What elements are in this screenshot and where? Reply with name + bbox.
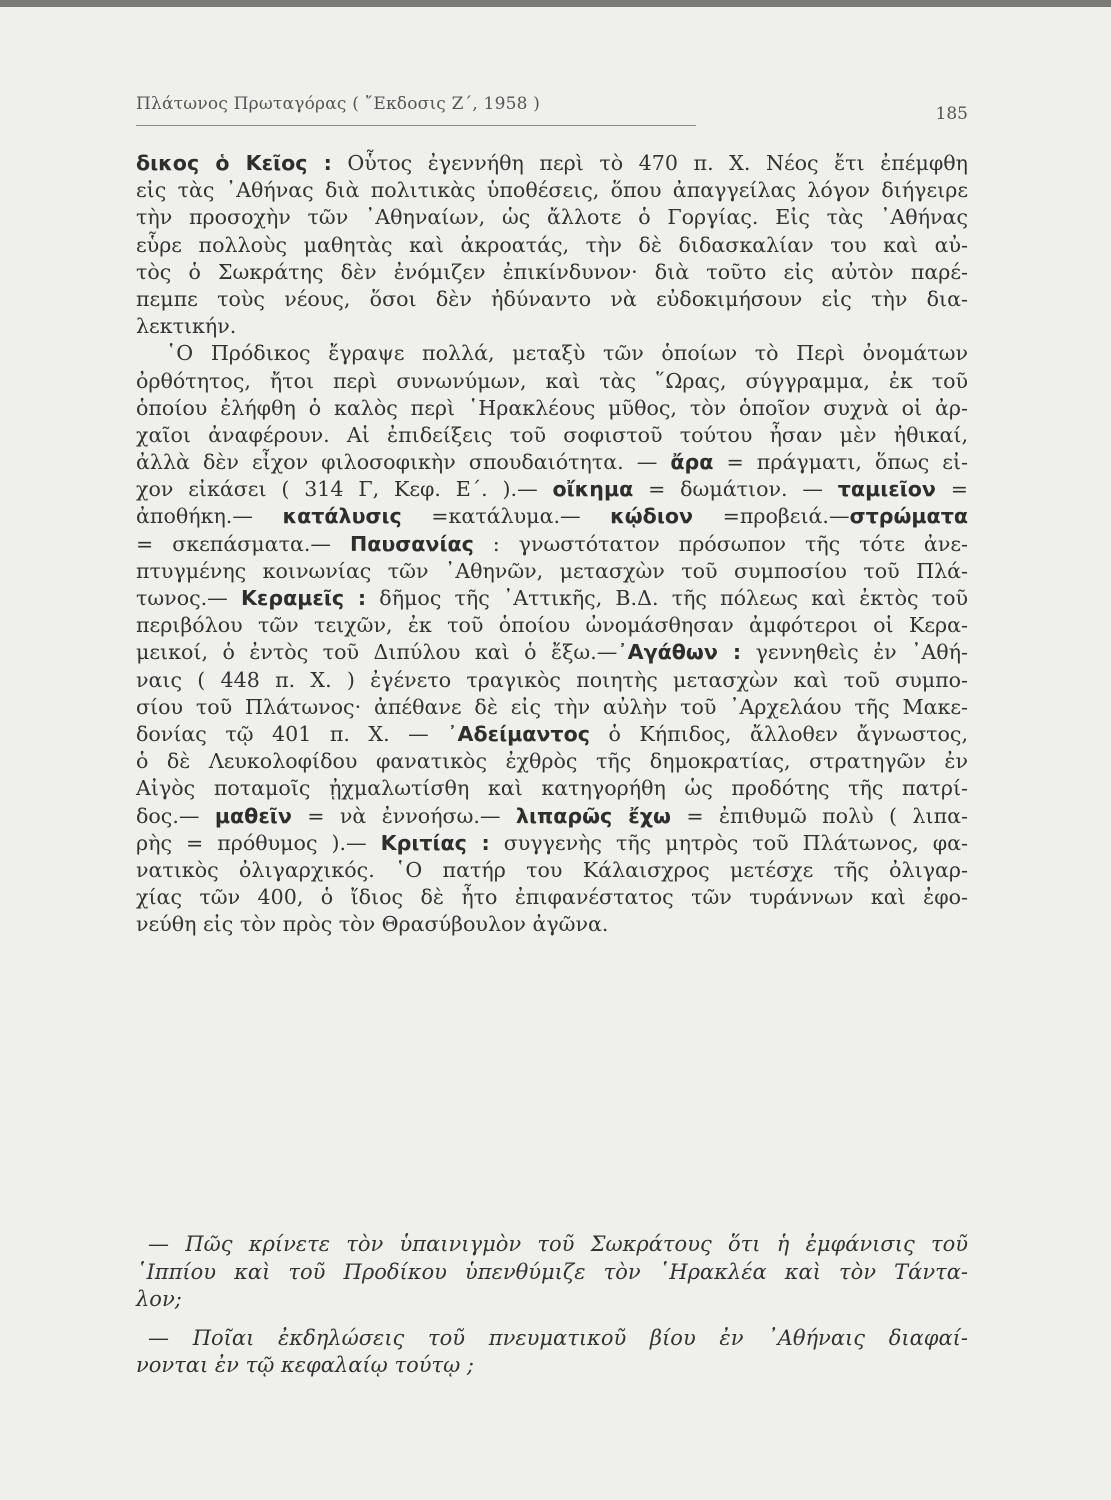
question [136,1325,968,1380]
text-segment: = [935,477,968,502]
text-segment: συγγενὴς τῆς μητρὸς τοῦ Πλάτωνος, φα- [489,830,968,855]
text-line [136,694,968,721]
text-line [136,395,968,422]
text-line [136,204,968,231]
text-segment: ὁ δὲ Λευκολοφίδου φανατικὸς ἐχθρὸς τῆς δημοκρατίας, στρατηγῶν ἐν [136,749,968,774]
text-line [136,503,968,530]
text-line [136,803,968,830]
text-line [136,476,968,503]
text-segment: ναις ( 448 π. Χ. ) ἐγένετο τραγικὸς ποιητὴς μετασχὼν καὶ τοῦ συμπο- [136,667,968,692]
text-segment: ὀρθότητος, ἤτοι περὶ συνωνύμων, καὶ τὰς ῞Ωρας, σύγγραμμα, ἐκ τοῦ [136,368,968,393]
text-line [136,558,968,585]
glossary-term: δικος ὁ Κεῖος : [136,151,332,175]
text-segment: Αἰγὸς ποταμοῖς ᾐχμαλωτίσθη καὶ κατηγορήθη ὡς προδότης τῆς πατρί- [136,776,968,801]
text-line [136,259,968,286]
text-segment: = δωμάτιον. — [633,477,838,502]
glossary-term: ἄρα [670,450,714,475]
text-segment: τὴν προσοχὴν τῶν ᾿Αθηναίων, ὡς ἄλλοτε ὁ Γοργίας. Εἰς τὰς ᾿Αθήνας [136,205,968,230]
text-segment: δος.— [136,803,215,828]
study-questions [136,1231,968,1380]
question [136,1231,968,1314]
text-line [136,286,968,313]
text-segment: νεύθη εἰς τὸν πρὸς τὸν Θρασύβουλον ἀγῶνα. [136,912,609,937]
text-line [136,422,968,449]
text-segment: = πράγματι, ὅπως εἰ- [713,450,968,475]
text-segment: = νὰ ἐννοήσω.— [291,803,516,828]
glossary-term: οἴκημα [552,477,634,502]
text-segment: σίου τοῦ Πλάτωνος· ἀπέθανε δὲ εἰς τὴν αὐλὴν τοῦ ᾿Αρχελάου τῆς Μακε- [136,694,968,719]
glossary-term: Κριτίας : [380,830,490,855]
text-segment: ἀποθήκη.— [136,504,283,529]
text-segment: : γνωστότατον πρόσωπον τῆς τότε ἀνε- [473,531,968,556]
text-line [136,612,968,639]
commentary-body [136,150,968,938]
text-line [136,775,968,802]
question-line: ῾Ιππίου καὶ τοῦ Προδίκου ὑπενθύμιζε τὸν ῾Ηρακλέα καὶ τὸν Τάντα- [136,1259,968,1284]
text-line [136,368,968,395]
glossary-term: κατάλυσις [282,504,402,529]
text-line [136,340,968,367]
text-line [136,531,968,558]
text-segment: ὁ Κήπιδος, ἄλλοθεν ἄγνωστος, [589,721,969,746]
question-gap [136,1314,968,1325]
glossary-term: ᾿Αγάθων : [617,640,742,665]
text-line [136,150,968,177]
text-segment: = σκεπάσματα.— [136,531,350,556]
text-segment: = ἐπιθυμῶ πολὺ ( λιπα- [670,803,968,828]
text-segment: πεμπε τοὺς νέους, ὅσοι δὲν ἠδύναντο νὰ εὐδοκιμήσουν εἰς τὴν δια- [136,286,968,311]
text-segment: ὁποίου ἐλήφθη ὁ καλὸς περὶ ῾Ηρακλέους μῦθος, τὸν ὁποῖον συχνὰ οἱ ἀρ- [136,395,968,420]
text-line [136,721,968,748]
question-line: — Πῶς κρίνετε τὸν ὑπαινιγμὸν τοῦ Σωκράτους ὅτι ἡ ἐμφάνισις τοῦ [148,1232,968,1256]
text-segment: γεννηθεὶς ἐν ᾿Αθή- [741,640,969,665]
text-segment: =προβειά.— [693,504,850,529]
text-segment: τὸς ὁ Σωκράτης δὲν ἐνόμιζεν ἐπικίνδυνον· διὰ τοῦτο εἰς αὐτὸν παρέ- [136,259,968,284]
text-line [136,639,968,666]
text-line [136,748,968,775]
glossary-term: κῴδιον [610,504,694,529]
text-segment: εὗρε πολλοὺς μαθητὰς καὶ ἀκροατάς, τὴν δὲ διδασκαλίαν του καὶ αὐ- [136,232,968,257]
text-line [136,449,968,476]
page-number: 185 [935,104,968,124]
text-segment: χον εἰκάσει ( 314 Γ, Κεφ. Ε΄. ).— [136,477,553,502]
question-line: λον; [136,1287,182,1311]
text-line [136,585,968,612]
text-segment: εἰς τὰς ᾿Αθήνας διὰ πολιτικὰς ὑποθέσεις, ὅπου ἀπαγγείλας λόγον διήγειρε [136,178,968,203]
page-header [136,94,968,130]
text-line [136,830,968,857]
glossary-term: λιπαρῶς ἔχω [515,803,671,828]
text-segment: τωνος.— [136,586,241,610]
text-line [136,911,968,938]
glossary-term: ταμιεῖον [837,477,936,502]
text-segment: χαῖοι ἀναφέρουν. Αἱ ἐπιδείξεις τοῦ σοφιστοῦ τούτου ἦσαν μὲν ἠθικαί, [136,422,968,447]
text-segment: δονίας τῷ 401 π. Χ. — [136,721,448,746]
text-segment: ἀλλὰ δὲν εἶχον φιλοσοφικὴν σπουδαιότητα. — [136,450,671,475]
text-line [136,667,968,694]
text-segment: νατικὸς ὀλιγαρχικός. ῾Ο πατήρ του Κάλαισχρος μετέσχε τῆς ὀλιγαρ- [136,857,968,882]
text-line [136,232,968,259]
text-segment: ῾Ο Πρόδικος ἔγραψε πολλά, μεταξὺ τῶν ὁποίων τὸ Περὶ ὀνομάτων [166,341,968,366]
running-head: Πλάτωνος Πρωταγόρας ( ῎Εκδοσις Ζ΄, 1958 ) [136,94,541,114]
text-segment: =κατάλυμα.— [401,504,611,529]
text-segment: λεκτικήν. [136,314,237,339]
question-line: — Ποῖαι ἐκδηλώσεις τοῦ πνευματικοῦ βίου ἐν ᾿Αθήναις διαφαί- [148,1325,968,1350]
text-segment: χίας τῶν 400, ὁ ἴδιος δὲ ἦτο ἐπιφανέστατος τῶν τυράννων καὶ ἐφο- [136,885,968,910]
text-segment: Οὗτος ἐγεννήθη περὶ τὸ 470 π. Χ. Νέος ἔτι ἐπέμφθη [331,151,968,175]
text-line [136,857,968,884]
glossary-term: Παυσανίας [349,531,474,556]
text-line [136,177,968,204]
glossary-term: μαθεῖν [214,803,292,828]
text-segment: δῆμος τῆς ᾿Αττικῆς, Β.Δ. τῆς πόλεως καὶ ἐκτὸς τοῦ [366,586,968,610]
glossary-term: Κεραμεῖς : [240,586,367,610]
text-segment: περιβόλου τῶν τειχῶν, ἐκ τοῦ ὁποίου ὠνομάσθησαν ἀμφότεροι οἱ Κερα- [136,613,968,638]
glossary-term: ᾿Αδείμαντος [447,721,590,746]
text-line [136,884,968,911]
text-line [136,313,968,340]
header-rule [136,125,696,126]
question-line: νονται ἐν τῷ κεφαλαίῳ τούτῳ ; [136,1353,474,1377]
text-segment: μεικοί, ὁ ἐντὸς τοῦ Διπύλου καὶ ὁ ἔξω.— [136,640,618,665]
glossary-term: στρώματα [849,504,968,529]
text-segment: ρὴς = πρόθυμος ).— [136,830,381,855]
text-segment: πτυγμένης κοινωνίας τῶν ᾿Αθηνῶν, μετασχὼν τοῦ συμποσίου τοῦ Πλά- [136,558,968,583]
